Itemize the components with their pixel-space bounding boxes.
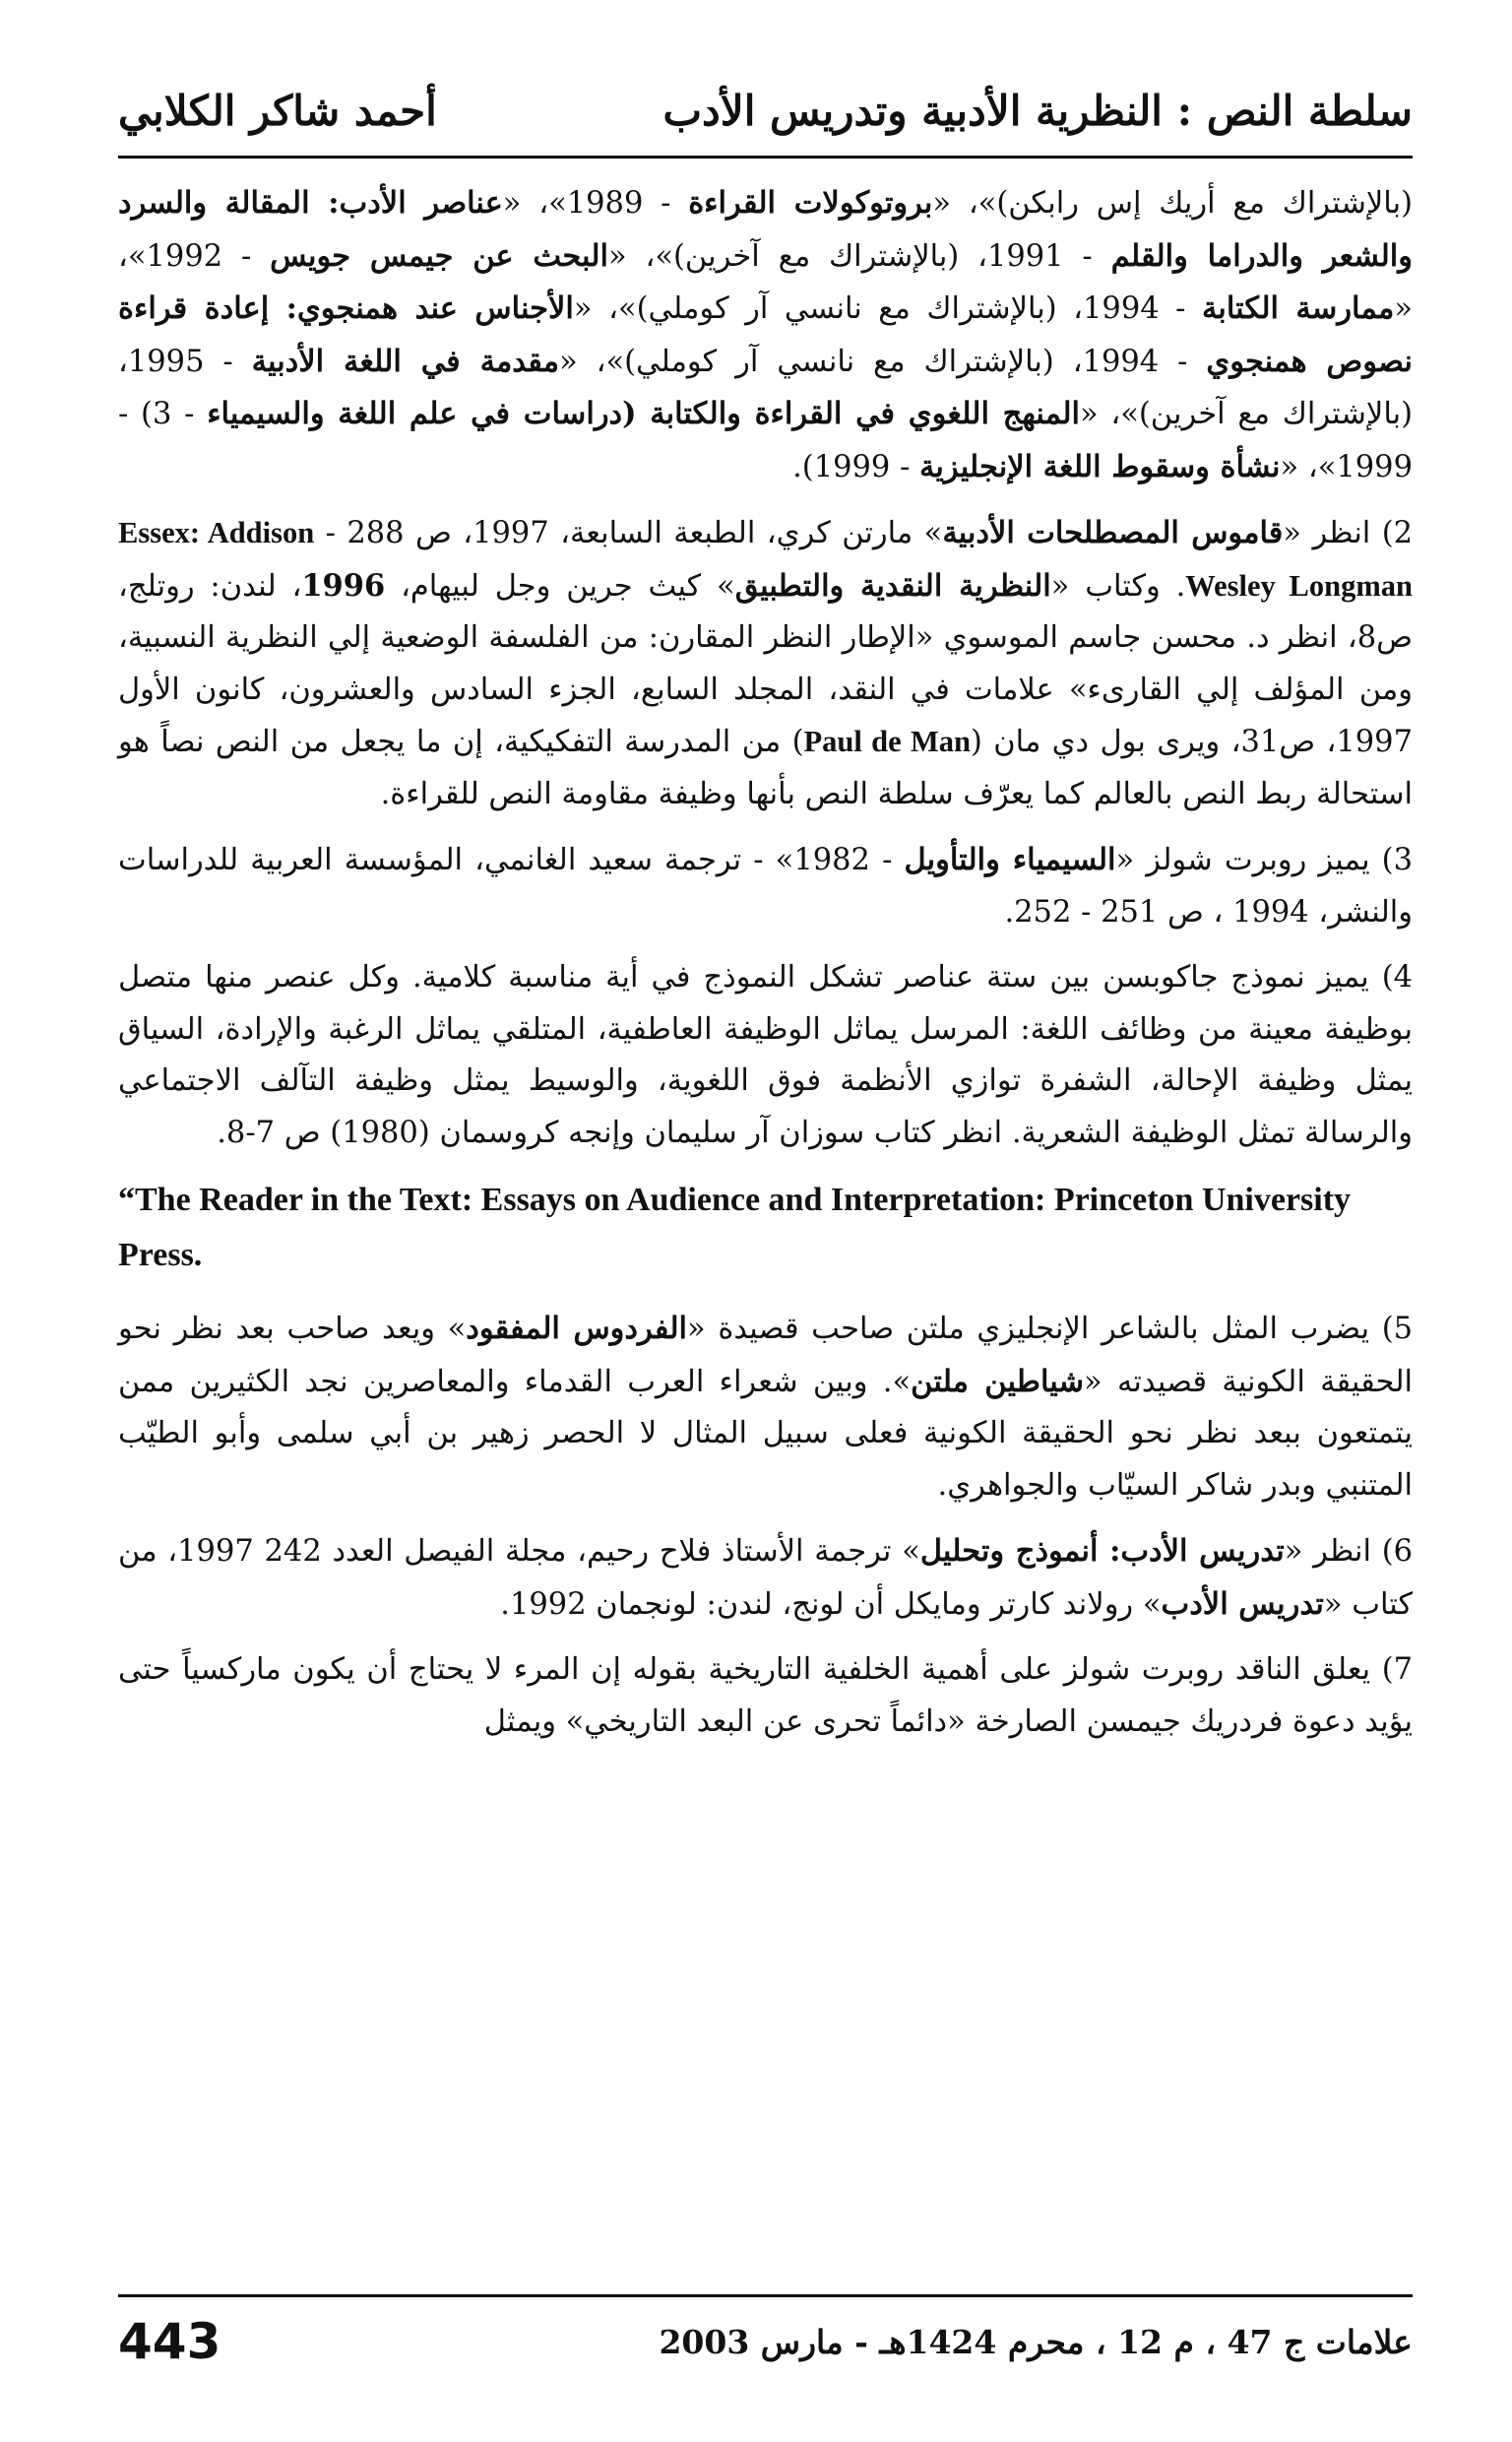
page-footer bbox=[118, 2309, 1413, 2388]
latin-name: Paul de Man bbox=[803, 725, 971, 758]
header-divider bbox=[118, 156, 1413, 159]
footnote-6: 6) انظر «تدريس الأدب: أنموذج وتحليل» ترجمة الأستاذ فلاح رحيم، مجلة الفيصل العدد 242 1997، من كتاب «تدريس الأدب» رولاند كارتر ومايكل أن لونج، لندن: لونجمان 1992. bbox=[118, 1533, 1414, 1622]
english-citation: “The Reader in the Text: Essays on Audience and Interpretation: Princeton University Press. bbox=[118, 1182, 1352, 1273]
footnote-5: 5) يضرب المثل بالشاعر الإنجليزي ملتن صاحب قصيدة «الفردوس المفقود» ويعد صاحب بعد نظر نحو الحقيقة الكونية قصيدته «شياطين ملتن». وبين شعراء العرب القدماء والمعاصرين نجد الكثيرين ممن يتمتعون ببعد نظر نحو الحقيقة الكونية فعلى سبيل المثال لا الحصر زهير بن أبي سلمى وأبو الطيّب المتنبي وبدر شاكر السيّاب والجواهري. bbox=[118, 1311, 1413, 1503]
page-number: 443 bbox=[118, 2313, 221, 2370]
footnote-4: 4) يميز نموذج جاكوبسن بين ستة عناصر تشكل النموذج في أية مناسبة كلامية. وكل عنصر منها متصل بوظيفة معينة من وظائف اللغة: المرسل يماثل الوظيفة العاطفية، المتلقي يماثل الرغبة والإرادة، السياق يمثل وظيفة الإحالة، الشفرة توازي الأنظمة فوق اللغوية، والوسيط يمثل وظيفة التآلف الاجتماعي والرسالة تمثل الوظيفة الشعرية. انظر كتاب سوزان آر سليمان وإنجه كروسمان (1980) ص 7-8. bbox=[118, 960, 1413, 1150]
footnote-2: 2) انظر «قاموس المصطلحات الأدبية» مارتن كري، الطبعة السابعة، 1997، ص 288 - Essex: Addison Wesley Longman. وكتاب «النظرية النقدية والتطبيق» كيث جرين وجل لبيهام، 1996، لندن: روتلج، ص8، انظر د. محسن جاسم الموسوي «الإطار النظر المقارن: من الفلسفة الوضعية إلي النظرية النسبية، ومن المؤلف إلي القارىء» علامات في النقد، المجلد السابع، الجزء السادس والعشرون، كانون الأول 1997، ص31، ويرى بول دي مان (Paul de Man) من المدرسة التفكيكية، إن ما يجعل من النص نصاً هو استحالة ربط النص بالعالم كما يعرّف سلطة النص بأنها وظيفة مقاومة النص للقراءة. bbox=[118, 515, 1413, 811]
footnote-7: 7) يعلق الناقد روبرت شولز على أهمية الخلفية التاريخية بقوله إن المرء لا يحتاج أن يكون ماركسياً حتى يؤيد دعوة فردريك جيمسن الصارخة «دائماً تحرى عن البعد التاريخي» ويمثل bbox=[118, 1652, 1413, 1739]
footnotes-body bbox=[118, 177, 1413, 1762]
header-title: سلطة النص : النظرية الأدبية وتدريس الأدب bbox=[662, 87, 1413, 135]
latin-publisher: Essex: Addison Wesley Longman bbox=[118, 516, 1413, 603]
footer-divider bbox=[118, 2294, 1413, 2297]
journal-info: علامات ج 47 ، م 12 ، محرم 1424هـ - مارس 2003 bbox=[659, 2323, 1413, 2361]
footnote-3: 3) يميز روبرت شولز «السيمياء والتأويل - 1982» - ترجمة سعيد الغانمي، المؤسسة العربية للدراسات والنشر، 1994 ، ص 251 - 252. bbox=[118, 842, 1413, 930]
running-header bbox=[118, 69, 1413, 158]
footnote-continuation: (بالإشتراك مع أريك إس رابكن)»، «بروتوكولات القراءة - 1989»، «عناصر الأدب: المقالة والسرد والشعر والدراما والقلم - 1991، (بالإشتراك مع آخرين)»، «البحث عن جيمس جويس - 1992»، «ممارسة الكتابة - 1994، (بالإشتراك مع نانسي آر كوملي)»، «الأجناس عند همنجوي: إعادة قراءة نصوص همنجوي - 1994، (بالإشتراك مع نانسي آر كوملي)»، «مقدمة في اللغة الأدبية - 1995، (بالإشتراك مع آخرين)»، «المنهج اللغوي في القراءة والكتابة (دراسات في علم اللغة والسيمياء - 3) - 1999»، «نشأة وسقوط اللغة الإنجليزية - 1999). bbox=[118, 185, 1414, 484]
page bbox=[118, 69, 1414, 1739]
header-author: أحمد شاكر الكلابي bbox=[118, 87, 437, 135]
